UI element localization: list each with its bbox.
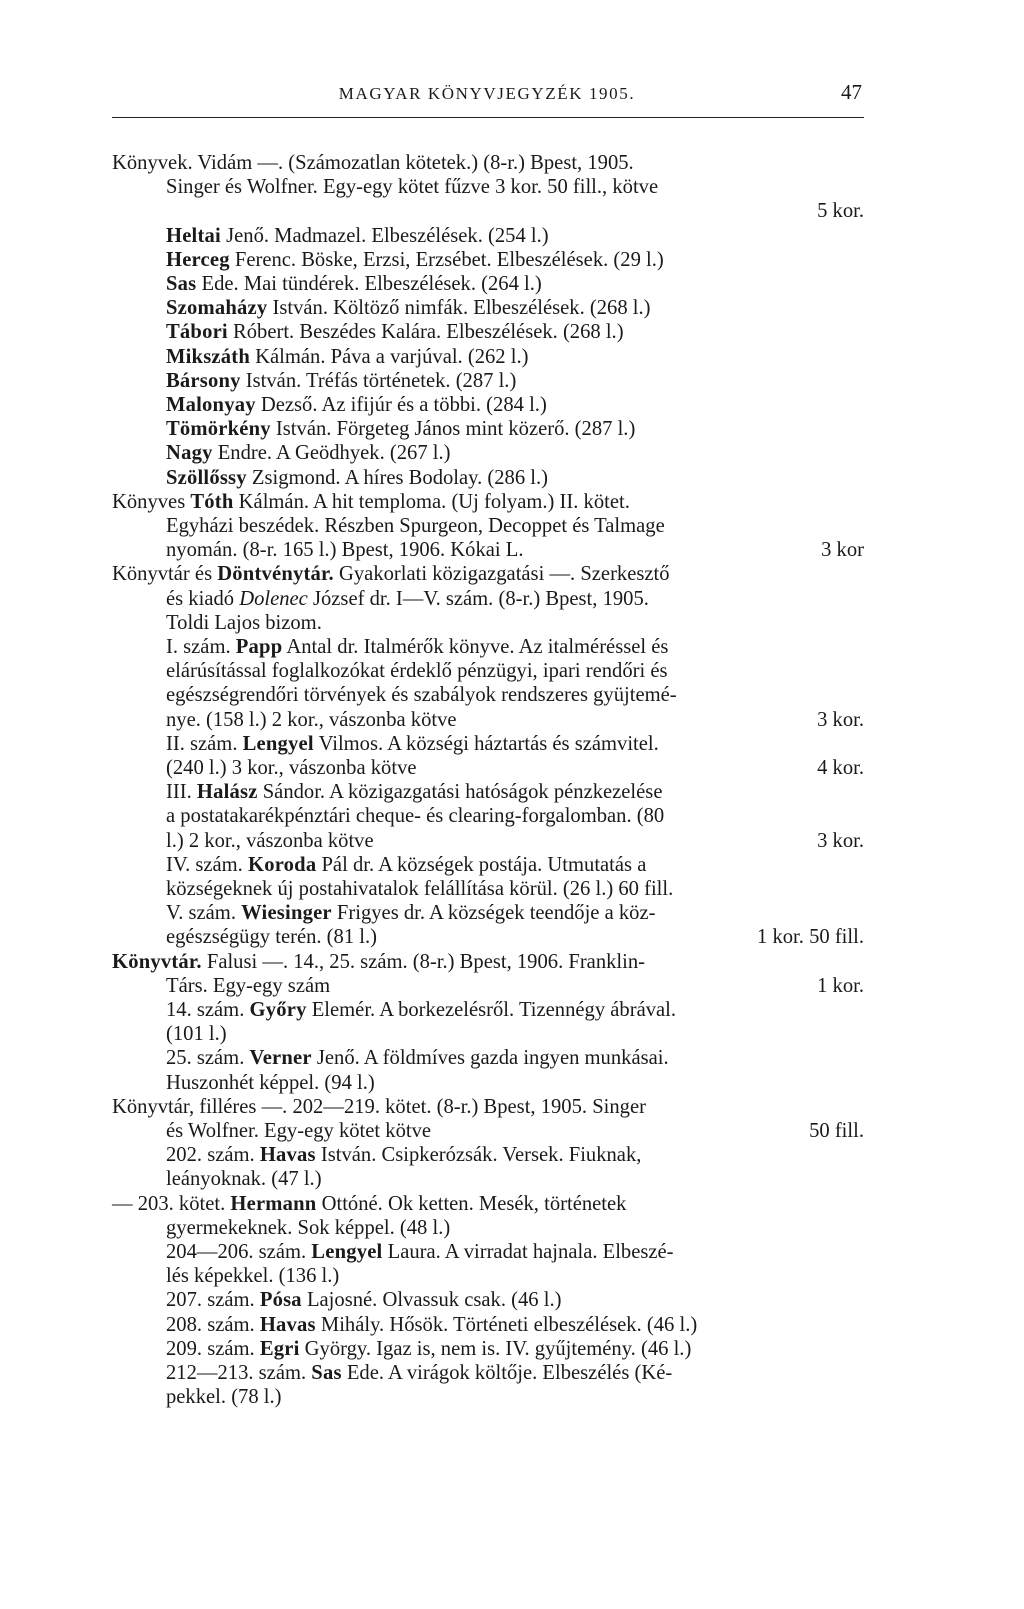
price: 4 kor. bbox=[817, 757, 864, 779]
line-text bbox=[166, 1142, 641, 1168]
author-name: Heltai bbox=[166, 224, 221, 247]
text-segment: István. Förgeteg János mint közerő. (287 l.) bbox=[270, 418, 636, 441]
line-text bbox=[166, 634, 668, 660]
catalog-line bbox=[166, 707, 864, 733]
price: 1 kor. 50 fill. bbox=[757, 926, 864, 949]
text-segment: Róbert. Beszédes Kalára. Elbeszélések. (268 l.) bbox=[227, 321, 624, 344]
catalog-line bbox=[166, 1070, 864, 1096]
text-segment: Jenő. A földmíves gazda ingyen munkásai. bbox=[311, 1047, 669, 1070]
line-text: egészségrendőri törvények és szabályok rendszeres gyüjtemé- bbox=[166, 684, 677, 707]
text-segment: Ede. A virágok költője. Elbeszélés (Ké- bbox=[341, 1362, 673, 1384]
line-text bbox=[112, 1191, 626, 1217]
author-name: Mikszáth bbox=[166, 345, 250, 368]
text-segment: V. szám. bbox=[166, 902, 242, 925]
author-name: Papp bbox=[235, 636, 283, 658]
line-text bbox=[166, 344, 528, 370]
catalog-line bbox=[166, 1118, 864, 1144]
catalog-line bbox=[166, 1166, 864, 1192]
text-segment: Sándor. A közigazgatási hatóságok pénzkezelése bbox=[257, 781, 663, 804]
text-segment: Könyvtár és bbox=[112, 563, 218, 586]
catalog-line bbox=[166, 537, 864, 563]
text-segment: Frigyes dr. A községek teendője a köz- bbox=[331, 902, 656, 925]
text-segment: és kiadó bbox=[166, 587, 240, 610]
text-segment: 207. szám. bbox=[166, 1289, 260, 1312]
price: 3 kor. bbox=[817, 829, 864, 852]
author-name: Szöllőssy bbox=[166, 466, 247, 489]
text-segment: István. Költöző nimfák. Elbeszélések. (268 l.) bbox=[267, 297, 651, 320]
text-segment: — 203. kötet. bbox=[112, 1192, 231, 1215]
author-name: Koroda bbox=[247, 853, 317, 876]
catalog-line bbox=[166, 1215, 864, 1241]
line-text: községeknek új postahivatalok felállítása körül. (26 l.) 60 fill. bbox=[166, 878, 674, 900]
text-segment: 208. szám. bbox=[166, 1313, 260, 1336]
author-name: Pósa bbox=[259, 1289, 302, 1312]
text-segment: 212—213. szám. bbox=[166, 1362, 312, 1384]
text-segment: I. szám. bbox=[166, 636, 236, 658]
catalog-line bbox=[166, 658, 864, 684]
catalog-line bbox=[166, 223, 864, 249]
line-text bbox=[166, 731, 659, 757]
line-text: és Wolfner. Egy-egy kötet kötve bbox=[166, 1120, 432, 1142]
catalog-line bbox=[166, 900, 864, 926]
line-text bbox=[166, 997, 676, 1023]
catalog-line bbox=[166, 1336, 864, 1362]
line-text: Huszonhét képpel. (94 l.) bbox=[166, 1071, 375, 1094]
text-segment: Pál dr. A községek postája. Utmutatás a bbox=[316, 853, 647, 876]
text-segment: István. Tréfás történetek. (287 l.) bbox=[240, 369, 517, 392]
catalog-line bbox=[166, 1360, 864, 1386]
running-title: MAGYAR KÖNYVJEGYZÉK 1905. bbox=[338, 84, 636, 103]
line-text bbox=[166, 1336, 691, 1362]
text-segment: Elemér. A borkezelésről. Tizennégy ábrával. bbox=[306, 999, 677, 1021]
line-text: elárúsítással foglalkozókat érdeklő pénzügyi, ipari rendőri és bbox=[166, 660, 668, 683]
text-segment: István. Csipkerózsák. Versek. Fiuknak, bbox=[315, 1144, 642, 1167]
catalog-line bbox=[166, 1384, 864, 1410]
catalog-line bbox=[166, 344, 864, 370]
text-segment: Ferenc. Böske, Erzsi, Erzsébet. Elbeszélések. (29 l.) bbox=[229, 248, 664, 271]
author-name: Verner bbox=[249, 1047, 312, 1070]
text-segment: Jenő. Madmazel. Elbeszélések. (254 l.) bbox=[220, 224, 549, 247]
catalog-line bbox=[112, 150, 864, 176]
catalog-line bbox=[166, 779, 864, 805]
line-text bbox=[166, 1360, 672, 1386]
line-text bbox=[166, 852, 646, 878]
catalog-line bbox=[112, 1094, 864, 1120]
line-text bbox=[166, 247, 664, 273]
line-text bbox=[166, 1045, 669, 1071]
catalog-line bbox=[166, 755, 864, 781]
catalog-line bbox=[166, 1263, 864, 1289]
line-text bbox=[166, 319, 624, 345]
catalog-line bbox=[166, 803, 864, 829]
author-name: Könyvtár. bbox=[112, 950, 202, 973]
text-segment: II. szám. bbox=[166, 732, 243, 755]
text-segment: 204—206. szám. bbox=[166, 1241, 312, 1263]
catalog-line bbox=[166, 634, 864, 660]
catalog-line bbox=[112, 1191, 864, 1217]
text-segment: Endre. A Geödhyek. (267 l.) bbox=[212, 442, 451, 465]
author-name: Bársony bbox=[166, 369, 241, 392]
line-text bbox=[166, 295, 651, 321]
catalog-line bbox=[166, 368, 864, 394]
line-text: Könyvek. Vidám —. (Számozatlan kötetek.) (8-r.) Bpest, 1905. bbox=[112, 152, 634, 174]
text-segment: Laura. A virradat hajnala. Elbeszé- bbox=[382, 1241, 674, 1263]
catalog-line bbox=[166, 247, 864, 273]
author-name: Szomaházy bbox=[166, 297, 268, 320]
line-text: nyomán. (8-r. 165 l.) Bpest, 1906. Kókai L. bbox=[166, 539, 524, 562]
catalog-line bbox=[166, 973, 864, 999]
catalog-line bbox=[166, 416, 864, 442]
price: 3 kor. bbox=[817, 708, 864, 731]
editor-name: Dolenec bbox=[239, 587, 308, 610]
catalog-line bbox=[166, 1045, 864, 1071]
author-name: Sas bbox=[166, 273, 197, 295]
catalog-line bbox=[166, 1239, 864, 1265]
text-segment: Mihály. Hősök. Történeti elbeszélések. (46 l.) bbox=[315, 1313, 698, 1336]
author-name: Herceg bbox=[166, 248, 230, 271]
text-segment: 209. szám. bbox=[166, 1337, 260, 1360]
text-segment: József dr. I—V. szám. (8-r.) Bpest, 1905. bbox=[307, 587, 649, 610]
line-text: gyermekeknek. Sok képpel. (48 l.) bbox=[166, 1216, 451, 1239]
price: 50 fill. bbox=[809, 1120, 864, 1142]
author-name: Halász bbox=[196, 781, 258, 804]
catalog-line bbox=[166, 513, 864, 539]
author-name: Lengyel bbox=[242, 732, 314, 755]
line-text bbox=[166, 440, 451, 466]
catalog-line bbox=[166, 465, 864, 491]
line-text bbox=[166, 586, 649, 612]
text-segment: Dezső. Az ifijúr és a többi. (284 l.) bbox=[255, 394, 547, 416]
catalog-line bbox=[166, 731, 864, 757]
author-name: Tábori bbox=[166, 321, 228, 344]
author-name: Wiesinger bbox=[241, 902, 332, 925]
text-segment: Vilmos. A községi háztartás és számvitel. bbox=[313, 732, 659, 755]
text-segment: III. bbox=[166, 781, 197, 804]
author-name: Döntvénytár. bbox=[217, 563, 334, 586]
catalog-line bbox=[166, 876, 864, 902]
line-text: Társ. Egy-egy szám bbox=[166, 974, 331, 997]
price: 5 kor. bbox=[817, 200, 864, 223]
line-text bbox=[166, 368, 516, 394]
catalog-line bbox=[112, 561, 864, 587]
catalog-line bbox=[166, 319, 864, 345]
header-rule bbox=[112, 117, 864, 118]
line-text: Singer és Wolfner. Egy-egy kötet fűzve 3 kor. 50 fill., kötve bbox=[166, 176, 659, 199]
line-text: (240 l.) 3 kor., vászonba kötve bbox=[166, 757, 417, 779]
text-segment: IV. szám. bbox=[166, 853, 248, 876]
line-text bbox=[166, 1287, 561, 1313]
line-text bbox=[166, 271, 542, 297]
text-segment: György. Igaz is, nem is. IV. gyűjtemény. (46 l.) bbox=[299, 1337, 692, 1360]
line-text: leányoknak. (47 l.) bbox=[166, 1168, 322, 1191]
text-segment: Zsigmond. A híres Bodolay. (286 l.) bbox=[246, 466, 549, 489]
author-name: Havas bbox=[259, 1313, 316, 1336]
author-name: Győry bbox=[249, 999, 307, 1021]
author-name: Tömörkény bbox=[166, 418, 271, 441]
text-segment: Kálmán. Páva a varjúval. (262 l.) bbox=[249, 345, 529, 368]
text-segment: Kálmán. A hit temploma. (Uj folyam.) II. kötet. bbox=[233, 490, 630, 513]
text-segment: 14. szám. bbox=[166, 999, 250, 1021]
author-name: Havas bbox=[259, 1144, 316, 1167]
text-segment: Könyves bbox=[112, 490, 191, 513]
catalog-line bbox=[112, 489, 864, 515]
author-name: Egri bbox=[259, 1337, 300, 1360]
page-number: 47 bbox=[841, 80, 862, 104]
line-text bbox=[166, 223, 549, 249]
catalog-line bbox=[166, 295, 864, 321]
catalog-line bbox=[166, 440, 864, 466]
catalog-line bbox=[166, 586, 864, 612]
line-text bbox=[166, 779, 662, 805]
text-segment: 25. szám. bbox=[166, 1047, 250, 1070]
line-text bbox=[166, 1239, 674, 1265]
line-text: Egyházi beszédek. Részben Spurgeon, Decoppet és Talmage bbox=[166, 515, 665, 537]
line-text: l.) 2 kor., vászonba kötve bbox=[166, 829, 374, 852]
line-text: pekkel. (78 l.) bbox=[166, 1386, 282, 1409]
catalog-line bbox=[166, 924, 864, 950]
catalog-line bbox=[166, 852, 864, 878]
price: 1 kor. bbox=[817, 974, 864, 997]
line-text bbox=[166, 392, 547, 418]
author-name: Nagy bbox=[166, 442, 213, 465]
catalog-line bbox=[166, 1142, 864, 1168]
line-text bbox=[166, 416, 635, 442]
catalog-line bbox=[166, 174, 864, 200]
catalog-line bbox=[166, 997, 864, 1023]
text-segment: Gyakorlati közigazgatási —. Szerkesztő bbox=[333, 563, 670, 586]
price: 3 kor bbox=[821, 539, 864, 562]
line-text bbox=[112, 949, 645, 975]
text-segment: Falusi —. 14., 25. szám. (8-r.) Bpest, 1906. Franklin- bbox=[201, 950, 646, 973]
catalog-line bbox=[112, 949, 864, 975]
catalog-line bbox=[166, 828, 864, 854]
text-segment: Antal dr. Italmérők könyve. Az italméréssel és bbox=[282, 636, 669, 658]
line-text bbox=[166, 1312, 697, 1338]
text-segment: 202. szám. bbox=[166, 1144, 260, 1167]
line-text bbox=[112, 489, 630, 515]
page-header bbox=[112, 80, 862, 112]
catalog-line bbox=[166, 682, 864, 708]
line-text: lés képekkel. (136 l.) bbox=[166, 1265, 340, 1288]
catalog-line bbox=[166, 1312, 864, 1338]
line-text bbox=[166, 900, 655, 926]
catalog-line bbox=[166, 1287, 864, 1313]
catalog-line bbox=[166, 1021, 864, 1047]
line-text bbox=[112, 561, 670, 587]
catalog-line bbox=[166, 392, 864, 418]
author-name: Lengyel bbox=[311, 1241, 383, 1263]
author-name: Tóth bbox=[190, 490, 234, 513]
text-segment: Ede. Mai tündérek. Elbeszélések. (264 l.) bbox=[196, 273, 542, 295]
line-text: a postatakarékpénztári cheque- és clearing-forgalomban. (80 bbox=[166, 805, 665, 828]
catalog-line bbox=[166, 610, 864, 636]
catalog-line bbox=[112, 198, 864, 224]
text-segment: Ottóné. Ok ketten. Mesék, történetek bbox=[316, 1192, 627, 1215]
catalog-line bbox=[166, 271, 864, 297]
line-text bbox=[166, 465, 548, 491]
author-name: Hermann bbox=[230, 1192, 317, 1215]
author-name: Malonyay bbox=[166, 394, 256, 416]
line-text: (101 l.) bbox=[166, 1023, 227, 1046]
line-text: nye. (158 l.) 2 kor., vászonba kötve bbox=[166, 708, 457, 731]
line-text: egészségügy terén. (81 l.) bbox=[166, 926, 378, 949]
line-text: Könyvtár, filléres —. 202—219. kötet. (8-r.) Bpest, 1905. Singer bbox=[112, 1095, 646, 1118]
text-segment: Lajosné. Olvassuk csak. (46 l.) bbox=[301, 1289, 562, 1312]
author-name: Sas bbox=[311, 1362, 342, 1384]
line-text: Toldi Lajos bizom. bbox=[166, 611, 322, 634]
